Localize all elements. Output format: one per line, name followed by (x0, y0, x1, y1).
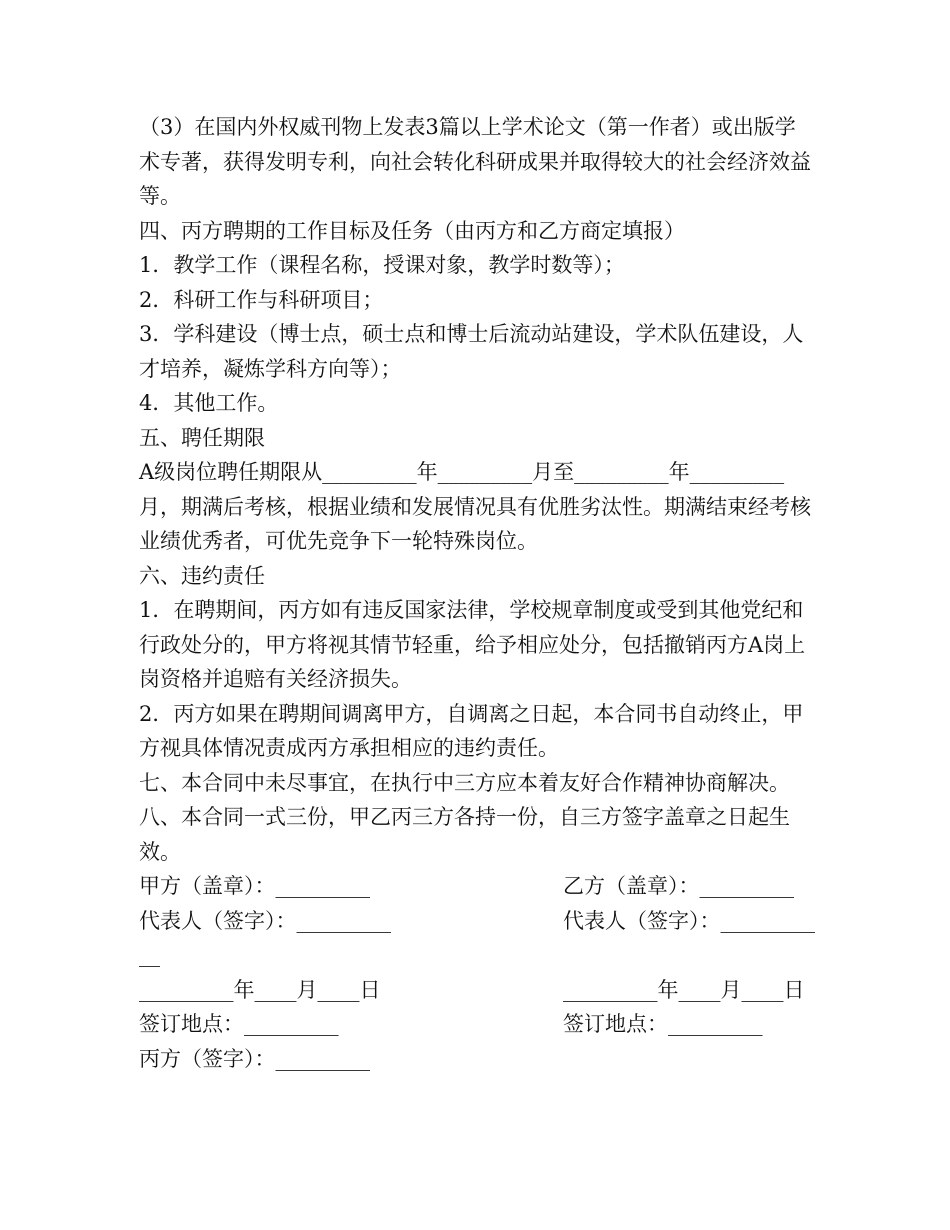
party-c-signature-field: 丙方（签字）：_________ (139, 1046, 370, 1071)
party-b-representative-field: 代表人（签字）：_________ (563, 908, 815, 933)
signature-row-place (139, 1007, 814, 1042)
signature-row-representative (139, 904, 814, 939)
party-b-place-field: 签订地点：_________ (563, 1012, 763, 1036)
task-research: 2．科研工作与科研项目； (139, 287, 384, 312)
requirement-3-paragraph: （3）在国内外权威刊物上发表3篇以上学术论文（第一作者）或出版学术专著，获得发明专利，向社会转化科研成果并取得较大的社会经济效益等。 (139, 115, 811, 208)
signature-row-overflow (139, 938, 814, 973)
section-8-paragraph: 八、本合同一式三份，甲乙丙三方各持一份，自三方签字盖章之日起生效。 (139, 805, 790, 864)
party-b-seal-field: 乙方（盖章）：_________ (563, 874, 794, 898)
section-7-paragraph: 七、本合同中未尽事宜，在执行中三方应本着友好合作精神协商解决。 (139, 770, 790, 795)
task-teaching: 1．教学工作（课程名称，授课对象，教学时数等）； (139, 253, 625, 277)
section-4-heading: 四、丙方聘期的工作目标及任务（由丙方和乙方商定填报） (139, 218, 685, 243)
party-a-date-field: _________年____月____日 (139, 977, 381, 1002)
term-paragraph: A级岗位聘任期限从_________年_________月至_________年_________月，期满后考核，根据业绩和发展情况具有优胜劣汰性。期满结束经考核业绩优秀者，可优先竞争下一轮特殊岗位。 (139, 460, 811, 553)
signature-row-date (139, 973, 814, 1008)
representative-underline-overflow: __ (139, 943, 160, 967)
liability-2-paragraph: 2．丙方如果在聘期间调离甲方，自调离之日起，本合同书自动终止，甲方视具体情况责成丙方承担相应的违约责任。 (139, 701, 804, 760)
contract-body (139, 110, 814, 1076)
task-other: 4．其他工作。 (139, 391, 279, 415)
task-discipline: 3．学科建设（博士点，硕士点和博士后流动站建设，学术队伍建设，人才培养，凝炼学科方向等）； (139, 322, 804, 381)
party-a-seal-field: 甲方（盖章）：_________ (139, 874, 370, 898)
party-b-date-field: _________年____月____日 (563, 977, 805, 1002)
signature-row-party-c (139, 1042, 814, 1077)
party-a-place-field: 签订地点：_________ (139, 1012, 339, 1036)
section-6-heading: 六、违约责任 (139, 563, 265, 588)
party-a-representative-field: 代表人（签字）：_________ (139, 908, 391, 933)
section-5-heading: 五、聘任期限 (139, 425, 265, 450)
liability-1-paragraph: 1．在聘期间，丙方如有违反国家法律，学校规章制度或受到其他党纪和行政处分的，甲方将视其情节轻重，给予相应处分，包括撤销丙方A岗上岗资格并追赔有关经济损失。 (139, 598, 806, 691)
signature-row-seal (139, 869, 814, 904)
